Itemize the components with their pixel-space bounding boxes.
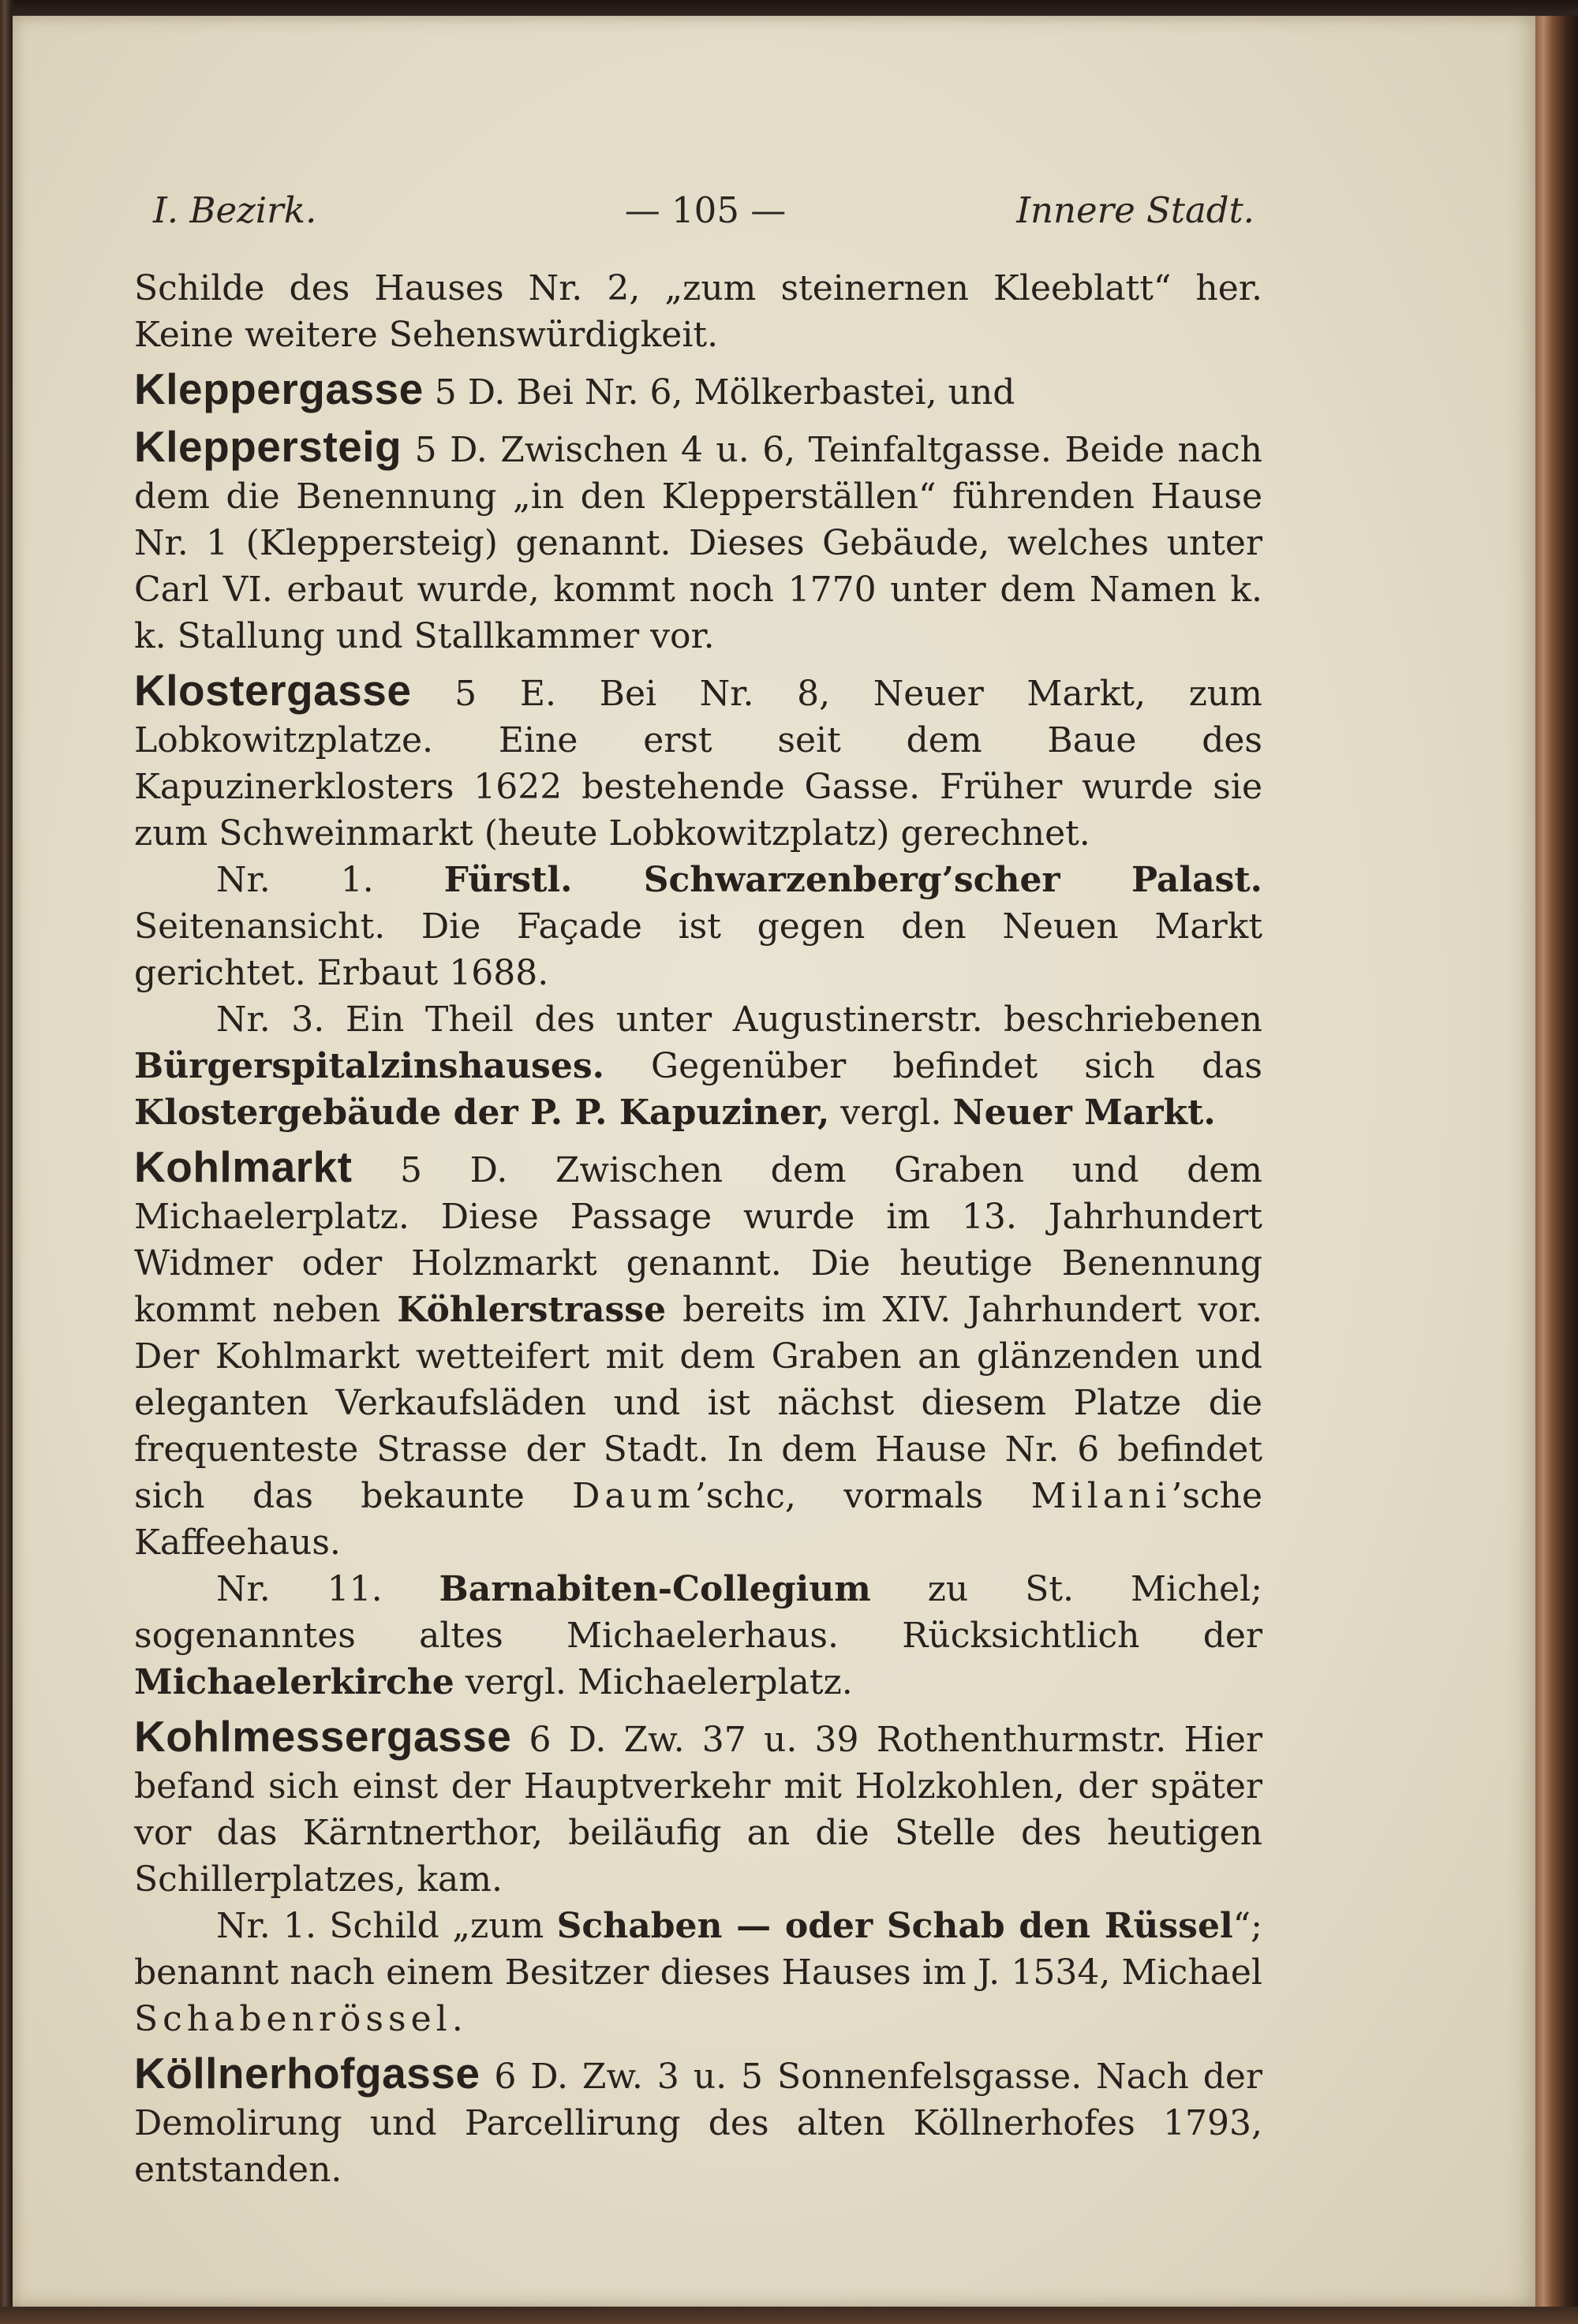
kleeblatt-text: Schilde des Hauses Nr. 2, „zum steinernen Kleeblatt“ her. Keine weitere Sehenswürdigkeit. (134, 268, 1262, 355)
entry-koellnerhofgasse (134, 2050, 1262, 2193)
entry-text: 5 D. Zwischen 4 u. 6, Teinfaltgasse. Beide nach dem die Benennung „in den Klepperställen“ führenden Hause Nr. 1 (Kleppersteig) genannt. Dieses Gebäude, welches unter Carl VI. erbaut wurde, kommt noch 1770 unter dem Namen k. k. Stallung und Stallkammer vor. (134, 430, 1262, 656)
subitem-text: zu St. Michel; sogenanntes altes Michaelerhaus. Rücksichtlich der (134, 1569, 1262, 1656)
entry-kleppersteig (134, 424, 1262, 659)
entry-text: bereits im XIV. Jahrhundert vor. Der Kohlmarkt wetteifert mit dem Graben an glänzenden und eleganten Verkaufsläden und ist nächst diesem Platze die frequenteste Strasse der Stadt. In dem Hause Nr. 6 befindet sich das bekaunte (134, 1290, 1263, 1516)
subitem-number: Nr. 11. (216, 1569, 439, 1609)
entry-headword: Kleppergasse (134, 364, 424, 413)
entry-text: 6 D. Zw. 3 u. 5 Sonnenfelsgasse. Nach der Demolirung und Parcellirung des alten Köllnerhofes 1793, entstanden. (134, 2057, 1262, 2190)
subitem-text: Nr. 3. Ein Theil des unter Augustinerstr. beschriebenen (216, 999, 1262, 1040)
entry-kleppergasse (134, 366, 1262, 416)
subitem-text: vergl. Michaelerplatz. (454, 1662, 853, 1702)
entry-klostergasse (134, 667, 1262, 857)
subitem-text: Gegenüber befindet sich das (604, 1046, 1262, 1086)
subitem-text: . (451, 1999, 463, 2039)
subitem-bold: Barnabiten-Collegium (439, 1569, 871, 1609)
entry-continuation (134, 265, 1262, 358)
entry-subitem (134, 996, 1262, 1136)
subitem-bold: Fürstl. Schwarzenberg’scher Palast. (443, 860, 1262, 900)
subitem-text: vergl. (829, 1093, 953, 1133)
entry-text: 5 D. Zwischen dem Graben und dem Michaelerplatz. Diese Passage wurde im 13. Jahrhundert Widmer oder Holzmarkt genannt. Die heutige Benennung kommt neben (134, 1150, 1262, 1330)
entry-headword: Köllnerhofgasse (134, 2049, 481, 2098)
entry-subitem (134, 1903, 1262, 2042)
header-section: Innere Stadt. (1016, 189, 1255, 231)
entry-headword: Kohlmarkt (134, 1142, 353, 1191)
entry-text: 5 D. Bei Nr. 6, Mölkerbastei, und (423, 372, 1015, 413)
entry-kohlmarkt (134, 1144, 1262, 1566)
entry-headword: Kleppersteig (134, 422, 402, 471)
entry-headword: Kohlmessergasse (134, 1712, 512, 1761)
book-edge (1535, 16, 1578, 2324)
subitem-bold: Michaelerkirche (134, 1662, 454, 1702)
entry-text: ’schc, vormals (694, 1476, 1031, 1516)
subitem-text: Seitenansicht. Die Façade ist gegen den Neuen Markt gerichtet. Erbaut 1688. (134, 906, 1262, 993)
entry-text: ’sche Kaffeehaus. (134, 1476, 1262, 1563)
page-number: — 105 — (624, 189, 787, 231)
subitem-bold: Schaben — oder Schab den Rüssel (556, 1906, 1233, 1946)
spaced-name: Milani (1030, 1476, 1172, 1516)
entry-kohlmessergasse (134, 1713, 1262, 1903)
entry-bold: Köhlerstrasse (397, 1290, 667, 1330)
subitem-text: “; benannt nach einem Besitzer dieses Hauses im J. 1534, Michael (134, 1906, 1262, 1993)
entry-subitem (134, 857, 1262, 996)
subitem-number: Nr. 1. (216, 860, 444, 900)
entry-text: 5 E. Bei Nr. 8, Neuer Markt, zum Lobkowitzplatze. Eine erst seit dem Baue des Kapuzinerklosters 1622 bestehende Gasse. Früher wurde sie zum Schweinmarkt (heute Lobkowitzplatz) gerechnet. (134, 674, 1262, 854)
spaced-name: Daum (572, 1476, 695, 1516)
page-body (134, 265, 1262, 2193)
subitem-text: Nr. 1. Schild „zum (216, 1906, 557, 1946)
entry-headword: Klostergasse (134, 666, 412, 715)
book-bottom-edge (0, 2307, 1578, 2324)
entry-subitem (134, 1566, 1262, 1706)
spaced-name: Schabenrössel (134, 1999, 452, 2039)
running-header (153, 189, 1255, 237)
subitem-bold: Bürgerspitalzinshauses. (134, 1046, 604, 1086)
subitem-bold: Klostergebäude der P. P. Kapuziner, (134, 1093, 830, 1133)
subitem-bold: Neuer Markt. (952, 1093, 1216, 1133)
header-district: I. Bezirk. (153, 189, 317, 231)
entry-text: 6 D. Zw. 37 u. 39 Rothenthurmstr. Hier befand sich einst der Hauptverkehr mit Holzkohlen, der später vor das Kärntnerthor, beiläufig an die Stelle des heutigen Schillerplatzes, kam. (134, 1720, 1262, 1900)
